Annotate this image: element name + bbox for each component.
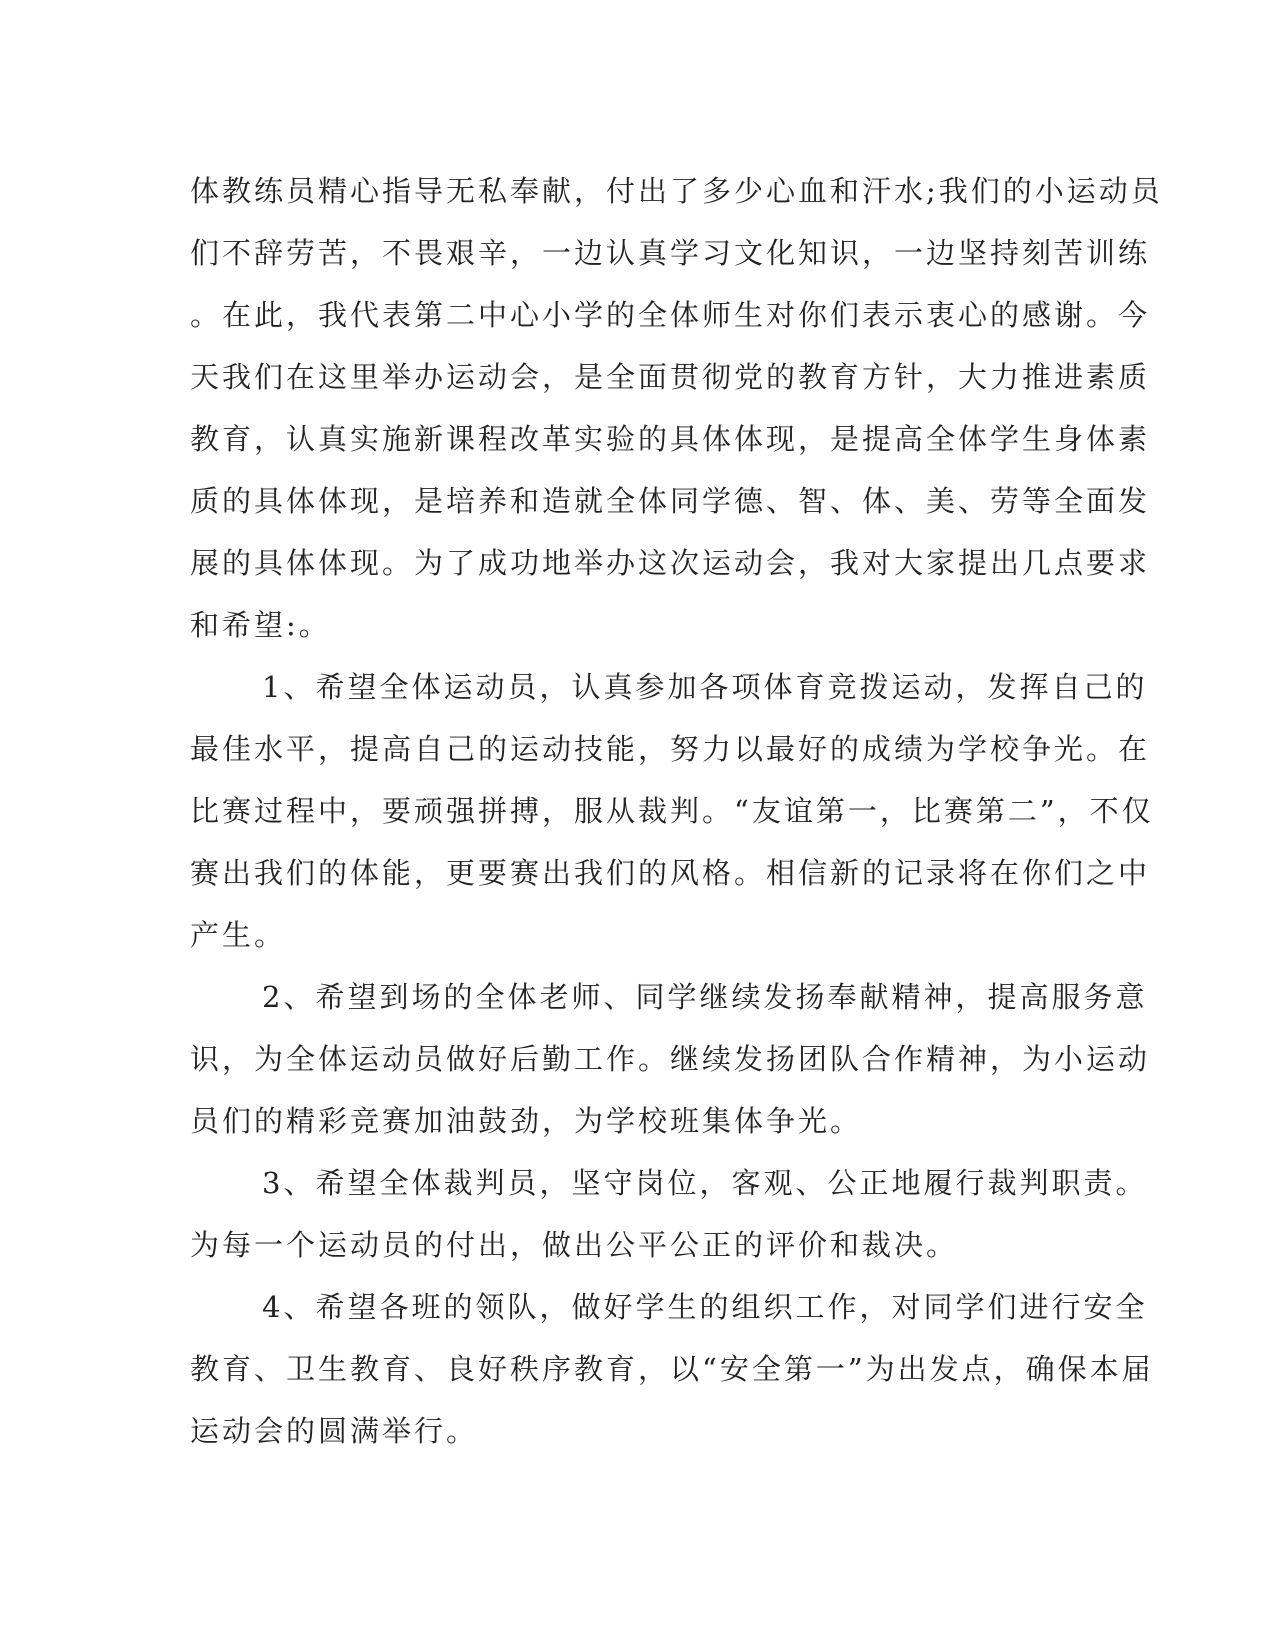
text-line: 为每一个运动员的付出，做出公平公正的评价和裁决。	[190, 1228, 959, 1262]
text-line: 赛出我们的体能，更要赛出我们的风格。相信新的记录将在你们之中	[190, 856, 1151, 890]
list-item-4-start: 4、希望各班的领队，做好学生的组织工作，对同学们进行安全	[262, 1290, 1148, 1324]
text-line: 最佳水平，提高自己的运动技能，努力以最好的成绩为学校争光。在	[190, 732, 1151, 766]
list-item-1-start: 1、希望全体运动员，认真参加各项体育竞拨运动，发挥自己的	[262, 670, 1148, 704]
text-line: 比赛过程中，要顽强拼搏，服从裁判。“友谊第一，比赛第二”，不仅	[190, 794, 1154, 828]
list-item-2-start: 2、希望到场的全体老师、同学继续发扬奉献精神，提高服务意	[262, 980, 1148, 1014]
text-line: 教育，认真实施新课程改革实验的具体体现，是提高全体学生身体素	[190, 422, 1151, 456]
text-line: 质的具体体现，是培养和造就全体同学德、智、体、美、劳等全面发	[190, 484, 1151, 518]
text-line: 们不辞劳苦，不畏艰辛，一边认真学习文化知识，一边坚持刻苦训练	[190, 236, 1151, 270]
text-line: 展的具体体现。为了成功地举办这次运动会，我对大家提出几点要求	[190, 546, 1151, 580]
text-line: 识，为全体运动员做好后勤工作。继续发扬团队合作精神，为小运动	[190, 1042, 1151, 1076]
speech-body-text	[190, 160, 1163, 1462]
text-line: 运动会的圆满举行。	[190, 1414, 479, 1448]
text-line: 体教练员精心指导无私奉献，付出了多少心血和汗水;我们的小运动员	[190, 174, 1163, 208]
text-line: 天我们在这里举办运动会，是全面贯彻党的教育方针，大力推进素质	[190, 360, 1151, 394]
text-line: 。在此，我代表第二中心小学的全体师生对你们表示衷心的感谢。今	[190, 298, 1151, 332]
text-line: 员们的精彩竞赛加油鼓劲，为学校班集体争光。	[190, 1104, 863, 1138]
text-line: 和希望:。	[190, 608, 331, 642]
text-line: 产生。	[190, 918, 287, 952]
text-line: 教育、卫生教育、良好秩序教育，以“安全第一”为出发点，确保本届	[190, 1352, 1154, 1386]
list-item-3-start: 3、希望全体裁判员，坚守岗位，客观、公正地履行裁判职责。	[262, 1166, 1148, 1200]
